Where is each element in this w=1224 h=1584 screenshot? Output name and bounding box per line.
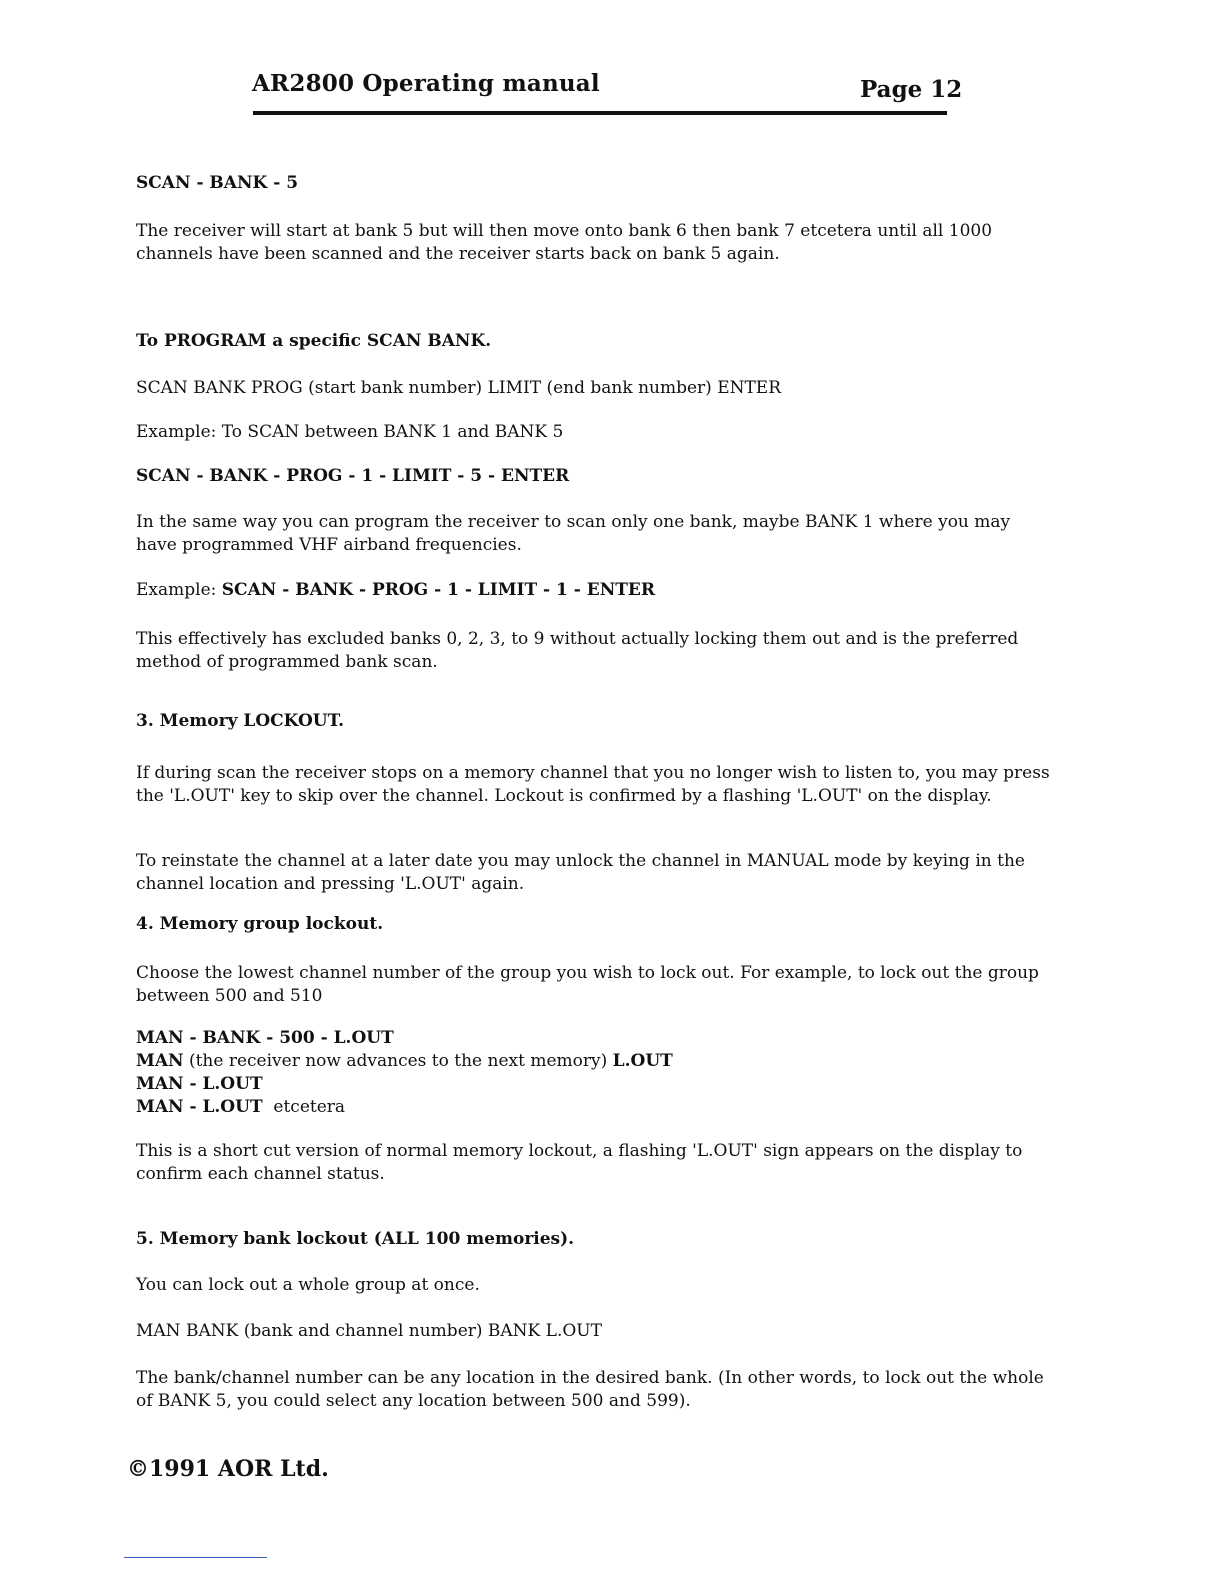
sequence-step-4-cmd: MAN - L.OUT: [136, 1097, 263, 1117]
sequence-step-2-man: MAN: [136, 1051, 184, 1071]
bank-lockout-paragraph: The bank/channel number can be any location in the desired bank. (In other words, to lock out the whole of BANK 5, you could select any location between 500 and 599).: [136, 1368, 1044, 1411]
sequence-step-3: MAN - L.OUT: [136, 1074, 263, 1094]
header-divider: [253, 111, 947, 115]
sequence-step-4-note: etcetera: [262, 1097, 346, 1117]
sequence-step-2-lout: L.OUT: [612, 1051, 673, 1071]
excluded-banks-paragraph: This effectively has excluded banks 0, 2, 3, to 9 without actually locking them out and is the preferred method of programmed bank scan.: [136, 629, 1019, 672]
single-bank-paragraph: In the same way you can program the receiver to scan only one bank, maybe BANK 1 where you may have programmed VHF airband frequencies.: [136, 512, 1011, 555]
bank-lockout-syntax: MAN BANK (bank and channel number) BANK L.OUT: [136, 1321, 602, 1341]
program-scan-bank-heading: To PROGRAM a specific SCAN BANK.: [136, 331, 492, 351]
sequence-step-4: [136, 1096, 1056, 1119]
reinstate-channel-paragraph: To reinstate the channel at a later date you may unlock the channel in MANUAL mode by keying in the channel location and pressing 'L.OUT' again.: [136, 851, 1025, 894]
memory-lockout-heading: 3. Memory LOCKOUT.: [136, 711, 345, 731]
sequence-step-1: MAN - BANK - 500 - L.OUT: [136, 1028, 394, 1048]
group-lockout-heading: 4. Memory group lockout.: [136, 914, 384, 934]
copyright-notice: ©1991 AOR Ltd.: [127, 1456, 329, 1482]
example-2-label: Example:: [136, 580, 222, 600]
example-2-command: SCAN - BANK - PROG - 1 - LIMIT - 1 - ENTER: [221, 580, 655, 600]
sequence-step-2-note: (the receiver now advances to the next memory): [183, 1051, 613, 1071]
example-1-command: SCAN - BANK - PROG - 1 - LIMIT - 5 - ENTER: [136, 466, 570, 486]
example-1: Example: To SCAN between BANK 1 and BANK 5: [136, 422, 564, 442]
bank-lockout-intro: You can lock out a whole group at once.: [136, 1275, 480, 1295]
bank-lockout-heading: 5. Memory bank lockout (ALL 100 memories).: [136, 1229, 575, 1249]
group-lockout-paragraph: Choose the lowest channel number of the group you wish to lock out. For example, to lock out the group between 500 and 510: [136, 963, 1039, 1006]
footer-divider: [124, 1557, 267, 1558]
example-2: [136, 579, 1056, 602]
scan-bank-description: The receiver will start at bank 5 but will then move onto bank 6 then bank 7 etcetera until all 1000 channels have been scanned and the receiver starts back on bank 5 again.: [136, 221, 993, 264]
document-title: AR2800 Operating manual: [252, 70, 600, 97]
short-cut-paragraph: This is a short cut version of normal memory lockout, a flashing 'L.OUT' sign appears on the display to confirm each channel status.: [136, 1141, 1023, 1184]
scan-bank-5-command: SCAN - BANK - 5: [136, 173, 299, 193]
memory-lockout-paragraph: If during scan the receiver stops on a memory channel that you no longer wish to listen to, you may press the 'L.OUT' key to skip over the channel. Lockout is confirmed by a flashing 'L.OUT' on the display.: [136, 763, 1050, 806]
program-syntax: SCAN BANK PROG (start bank number) LIMIT (end bank number) ENTER: [136, 378, 782, 398]
sequence-step-2: [136, 1050, 1056, 1073]
lockout-sequence: [136, 1027, 1056, 1119]
page-number: Page 12: [860, 76, 963, 103]
